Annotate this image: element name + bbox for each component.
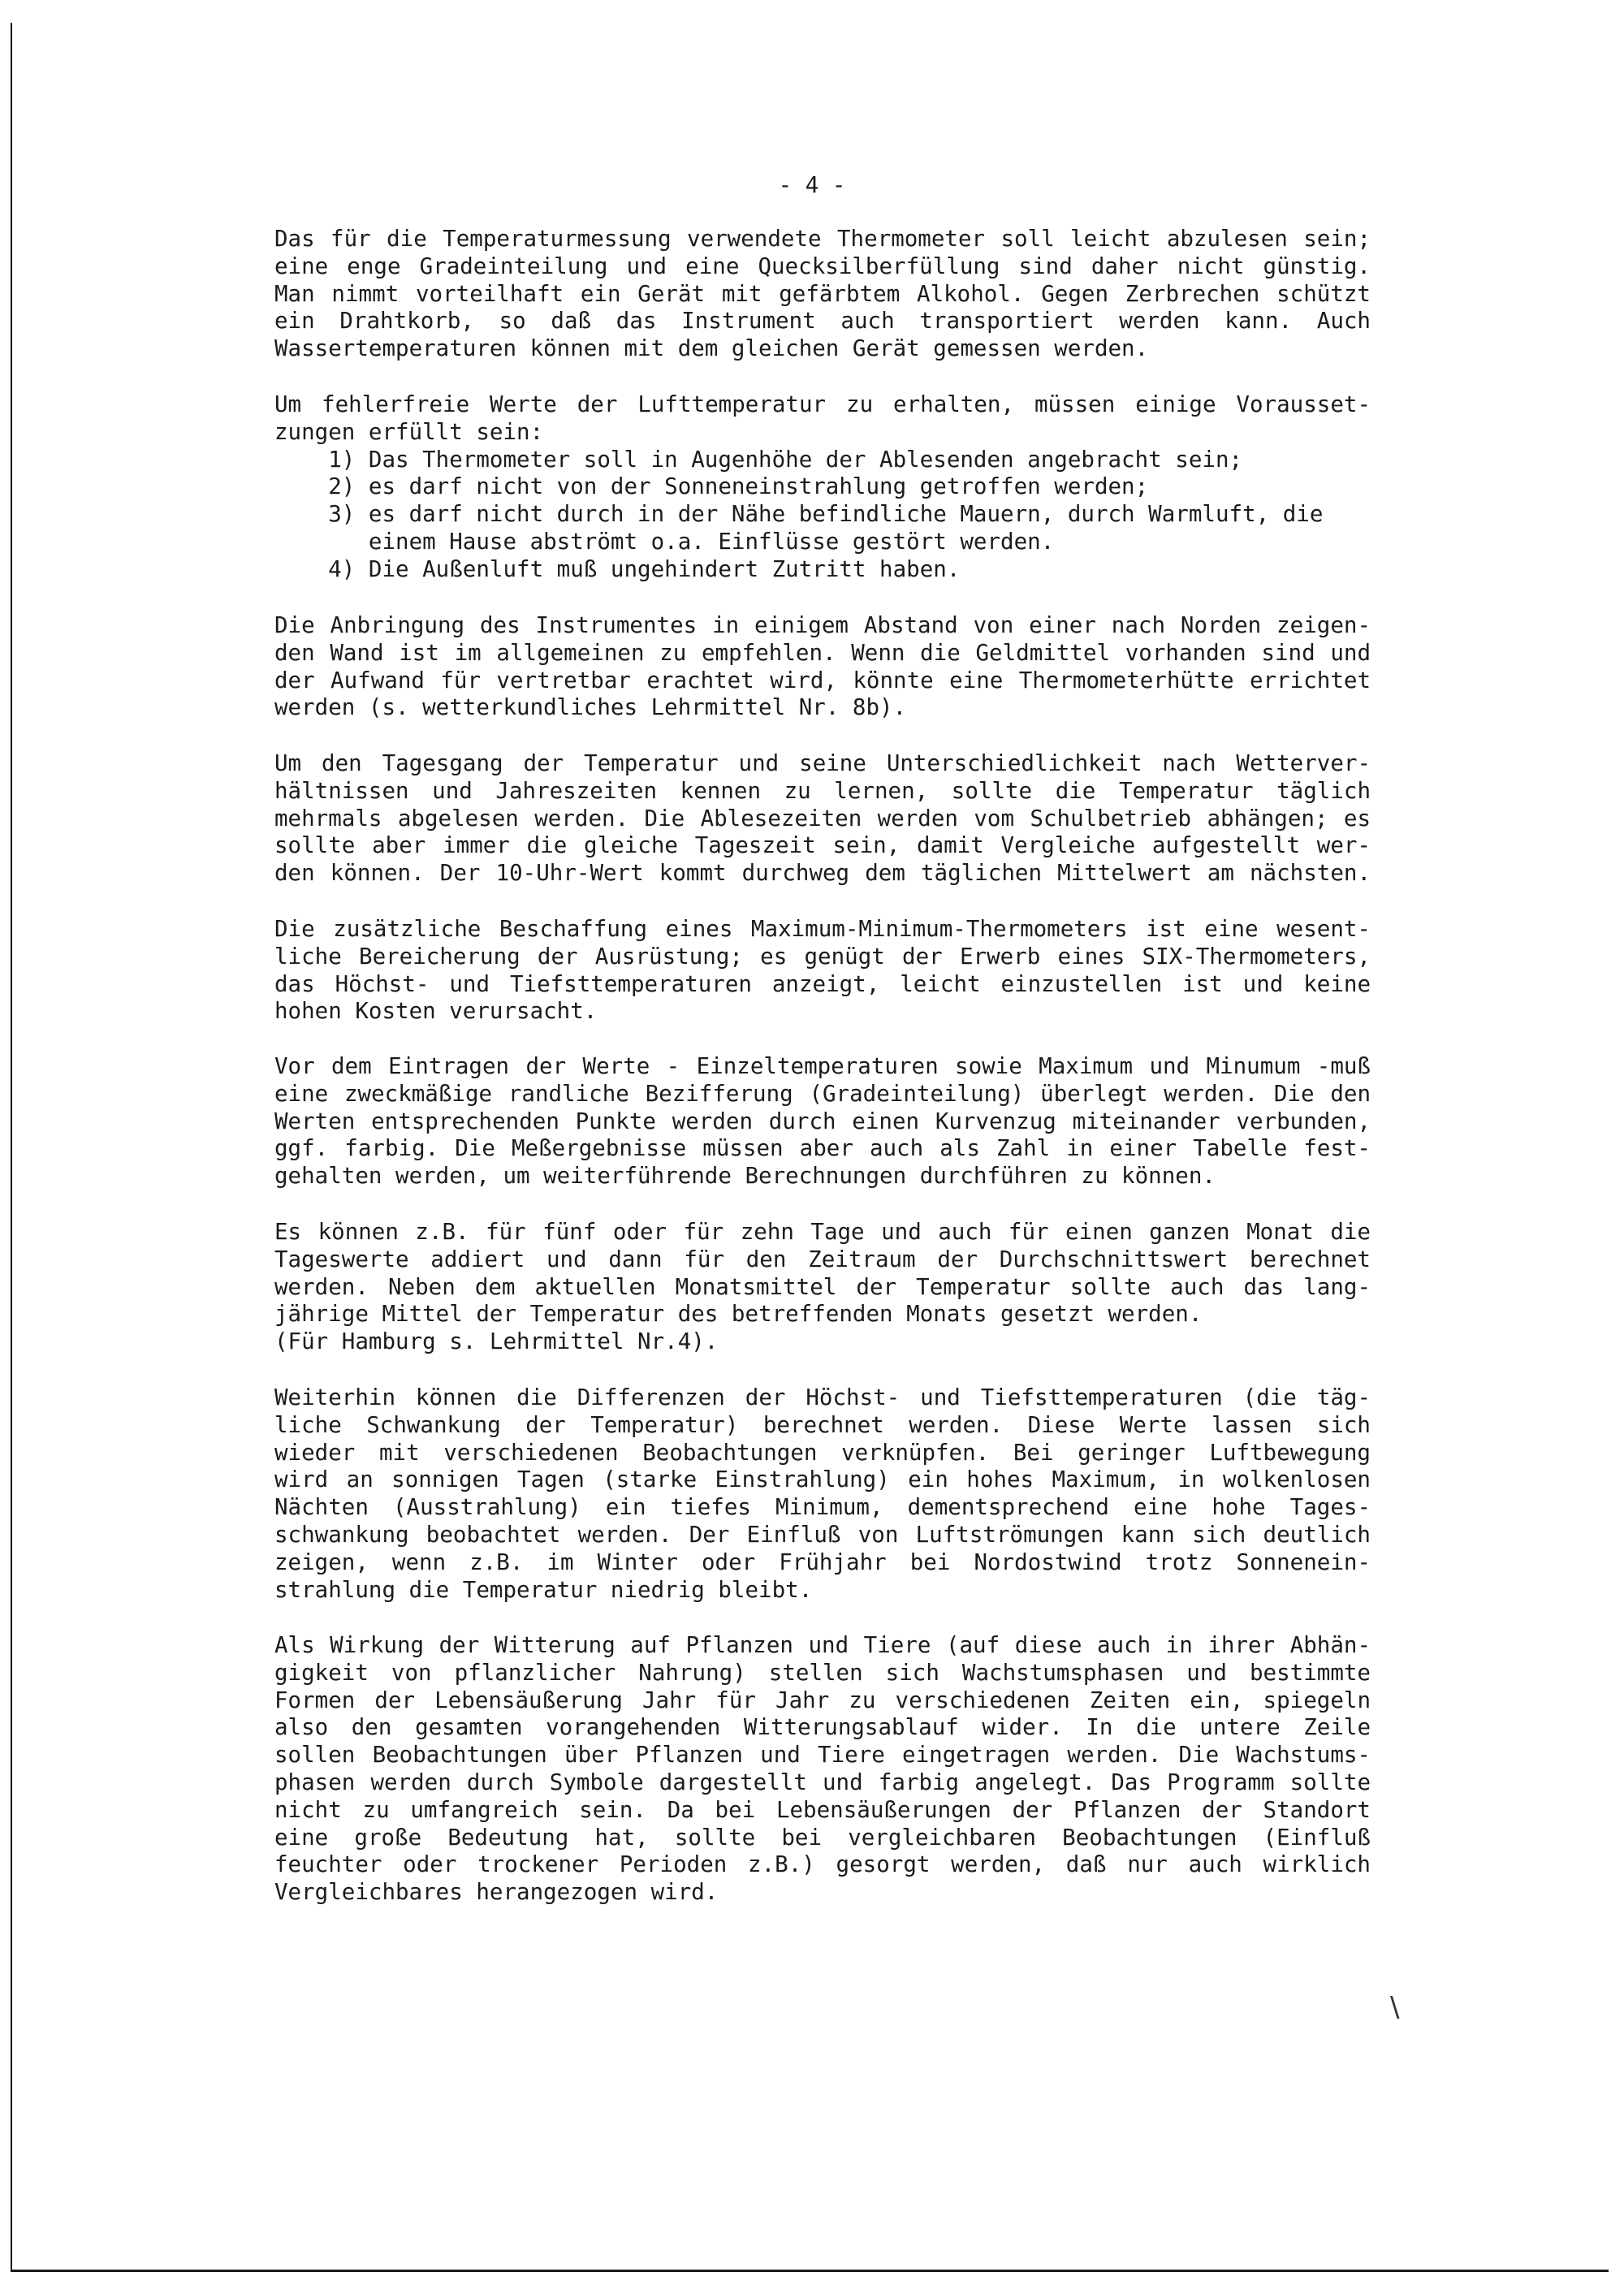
text-line: wird an sonnigen Tagen (starke Einstrahlung) ein hohes Maximum, in wolkenlosen	[274, 1466, 1371, 1493]
text-line: liche Bereicherung der Ausrüstung; es genügt der Erwerb eines SIX-Thermometers,	[274, 943, 1371, 970]
text-line: Um den Tagesgang der Temperatur und seine Unterschiedlichkeit nach Wetterver-	[274, 750, 1371, 776]
text-line: den können. Der 10-Uhr-Wert kommt durchweg dem täglichen Mittelwert am nächsten.	[274, 860, 1371, 887]
text-line: wieder mit verschiedenen Beobachtungen verknüpfen. Bei geringer Luftbewegung	[274, 1439, 1371, 1466]
text-line: ggf. farbig. Die Meßergebnisse müssen aber auch als Zahl in einer Tabelle fest-	[274, 1135, 1371, 1162]
margin-mark: \	[1390, 1991, 1400, 2024]
text-line: der Aufwand für vertretbar erachtet wird, könnte eine Thermometerhütte errichtet	[274, 667, 1371, 693]
text-line: Weiterhin können die Differenzen der Höchst- und Tiefsttemperaturen (die täg-	[274, 1384, 1371, 1410]
text-line: (Für Hamburg s. Lehrmittel Nr.4).	[274, 1328, 719, 1355]
text-line: strahlung die Temperatur niedrig bleibt.	[274, 1576, 813, 1603]
text-line: Das für die Temperaturmessung verwendete Thermometer soll leicht abzulesen sein;	[274, 226, 1371, 252]
text-line: gigkeit von pflanzlicher Nahrung) stellen sich Wachstumsphasen und bestimmte	[274, 1659, 1371, 1686]
text-line: 3) es darf nicht durch in der Nähe befindliche Mauern, durch Warmluft, die	[274, 501, 1324, 528]
text-line: 4) Die Außenluft muß ungehindert Zutritt haben.	[274, 555, 961, 582]
paragraph	[274, 612, 1371, 722]
text-line: eine enge Gradeinteilung und eine Quecksilberfüllung sind daher nicht günstig.	[274, 253, 1371, 279]
paragraph	[274, 1632, 1371, 1907]
text-line: Die Anbringung des Instrumentes in einigem Abstand von einer nach Norden zeigen-	[274, 612, 1371, 638]
text-line: also den gesamten vorangehenden Witterungsablauf wider. In die untere Zeile	[274, 1714, 1371, 1741]
paragraph	[274, 1053, 1371, 1190]
text-line: phasen werden durch Symbole dargestellt und farbig angelegt. Das Programm sollte	[274, 1769, 1371, 1795]
text-line: jährige Mittel der Temperatur des betreffenden Monats gesetzt werden.	[274, 1301, 1203, 1328]
text-line: Wassertemperaturen können mit dem gleichen Gerät gemessen werden.	[274, 335, 1149, 362]
text-line: Als Wirkung der Witterung auf Pflanzen und Tiere (auf diese auch in ihrer Abhän-	[274, 1632, 1371, 1658]
text-line: das Höchst- und Tiefsttemperaturen anzeigt, leicht einzustellen ist und keine	[274, 970, 1371, 997]
page-number: - 4 -	[778, 172, 846, 198]
text-line: mehrmals abgelesen werden. Die Ablesezeiten werden vom Schulbetrieb abhängen; es	[274, 805, 1371, 831]
text-line: Man nimmt vorteilhaft ein Gerät mit gefärbtem Alkohol. Gegen Zerbrechen schützt	[274, 280, 1371, 307]
text-line: zungen erfüllt sein:	[274, 418, 544, 445]
text-line: Vergleichbares herangezogen wird.	[274, 1879, 719, 1906]
text-line: Um fehlerfreie Werte der Lufttemperatur zu erhalten, müssen einige Vorausset-	[274, 391, 1371, 417]
text-line: hohen Kosten verursacht.	[274, 998, 598, 1025]
text-line: sollen Beobachtungen über Pflanzen und Tiere eingetragen werden. Die Wachstums-	[274, 1742, 1371, 1769]
text-line: werden (s. wetterkundliches Lehrmittel Nr. 8b).	[274, 694, 907, 721]
text-line: werden. Neben dem aktuellen Monatsmittel der Temperatur sollte auch das lang-	[274, 1273, 1371, 1300]
text-line: eine große Bedeutung hat, sollte bei vergleichbaren Beobachtungen (Einfluß	[274, 1824, 1371, 1851]
paragraph	[274, 750, 1371, 888]
paragraph	[274, 226, 1371, 363]
text-line: den Wand ist im allgemeinen zu empfehlen. Wenn die Geldmittel vorhanden sind und	[274, 639, 1371, 666]
text-line: sollte aber immer die gleiche Tageszeit sein, damit Vergleiche aufgestellt wer-	[274, 832, 1371, 859]
text-line: hältnissen und Jahreszeiten kennen zu lernen, sollte die Temperatur täglich	[274, 777, 1371, 804]
text-line: eine zweckmäßige randliche Bezifferung (Gradeinteilung) überlegt werden. Die den	[274, 1080, 1371, 1107]
text-line: Es können z.B. für fünf oder für zehn Tage und auch für einen ganzen Monat die	[274, 1219, 1371, 1245]
paragraph	[274, 391, 1371, 584]
text-line: 2) es darf nicht von der Sonneneinstrahlung getroffen werden;	[274, 473, 1149, 500]
text-line: 1) Das Thermometer soll in Augenhöhe der Ablesenden angebracht sein;	[274, 446, 1243, 473]
text-line: liche Schwankung der Temperatur) berechnet werden. Diese Werte lassen sich	[274, 1411, 1371, 1438]
text-line: zeigen, wenn z.B. im Winter oder Frühjahr bei Nordostwind trotz Sonnenein-	[274, 1549, 1371, 1575]
text-line: gehalten werden, um weiterführende Berechnungen durchführen zu können.	[274, 1163, 1216, 1190]
text-line: Nächten (Ausstrahlung) ein tiefes Minimum, dementsprechend eine hohe Tages-	[274, 1494, 1371, 1521]
text-line: Tageswerte addiert und dann für den Zeitraum der Durchschnittswert berechnet	[274, 1246, 1371, 1272]
text-line: einem Hause abströmt o.a. Einflüsse gestört werden.	[274, 528, 1055, 555]
text-line: schwankung beobachtet werden. Der Einfluß von Luftströmungen kann sich deutlich	[274, 1521, 1371, 1548]
paragraph	[274, 916, 1371, 1026]
paragraph	[274, 1384, 1371, 1604]
text-line: Vor dem Eintragen der Werte - Einzeltemperaturen sowie Maximum und Minumum -muß	[274, 1053, 1371, 1079]
text-line: Werten entsprechenden Punkte werden durch einen Kurvenzug miteinander verbunden,	[274, 1108, 1371, 1134]
text-line: feuchter oder trockener Perioden z.B.) gesorgt werden, daß nur auch wirklich	[274, 1851, 1371, 1878]
text-line: Formen der Lebensäußerung Jahr für Jahr zu verschiedenen Zeiten ein, spiegeln	[274, 1687, 1371, 1713]
text-line: Die zusätzliche Beschaffung eines Maximum-Minimum-Thermometers ist eine wesent-	[274, 916, 1371, 942]
text-line: ein Drahtkorb, so daß das Instrument auch transportiert werden kann. Auch	[274, 308, 1371, 335]
text-line: nicht zu umfangreich sein. Da bei Lebensäußerungen der Pflanzen der Standort	[274, 1796, 1371, 1823]
paragraph	[274, 1219, 1371, 1356]
